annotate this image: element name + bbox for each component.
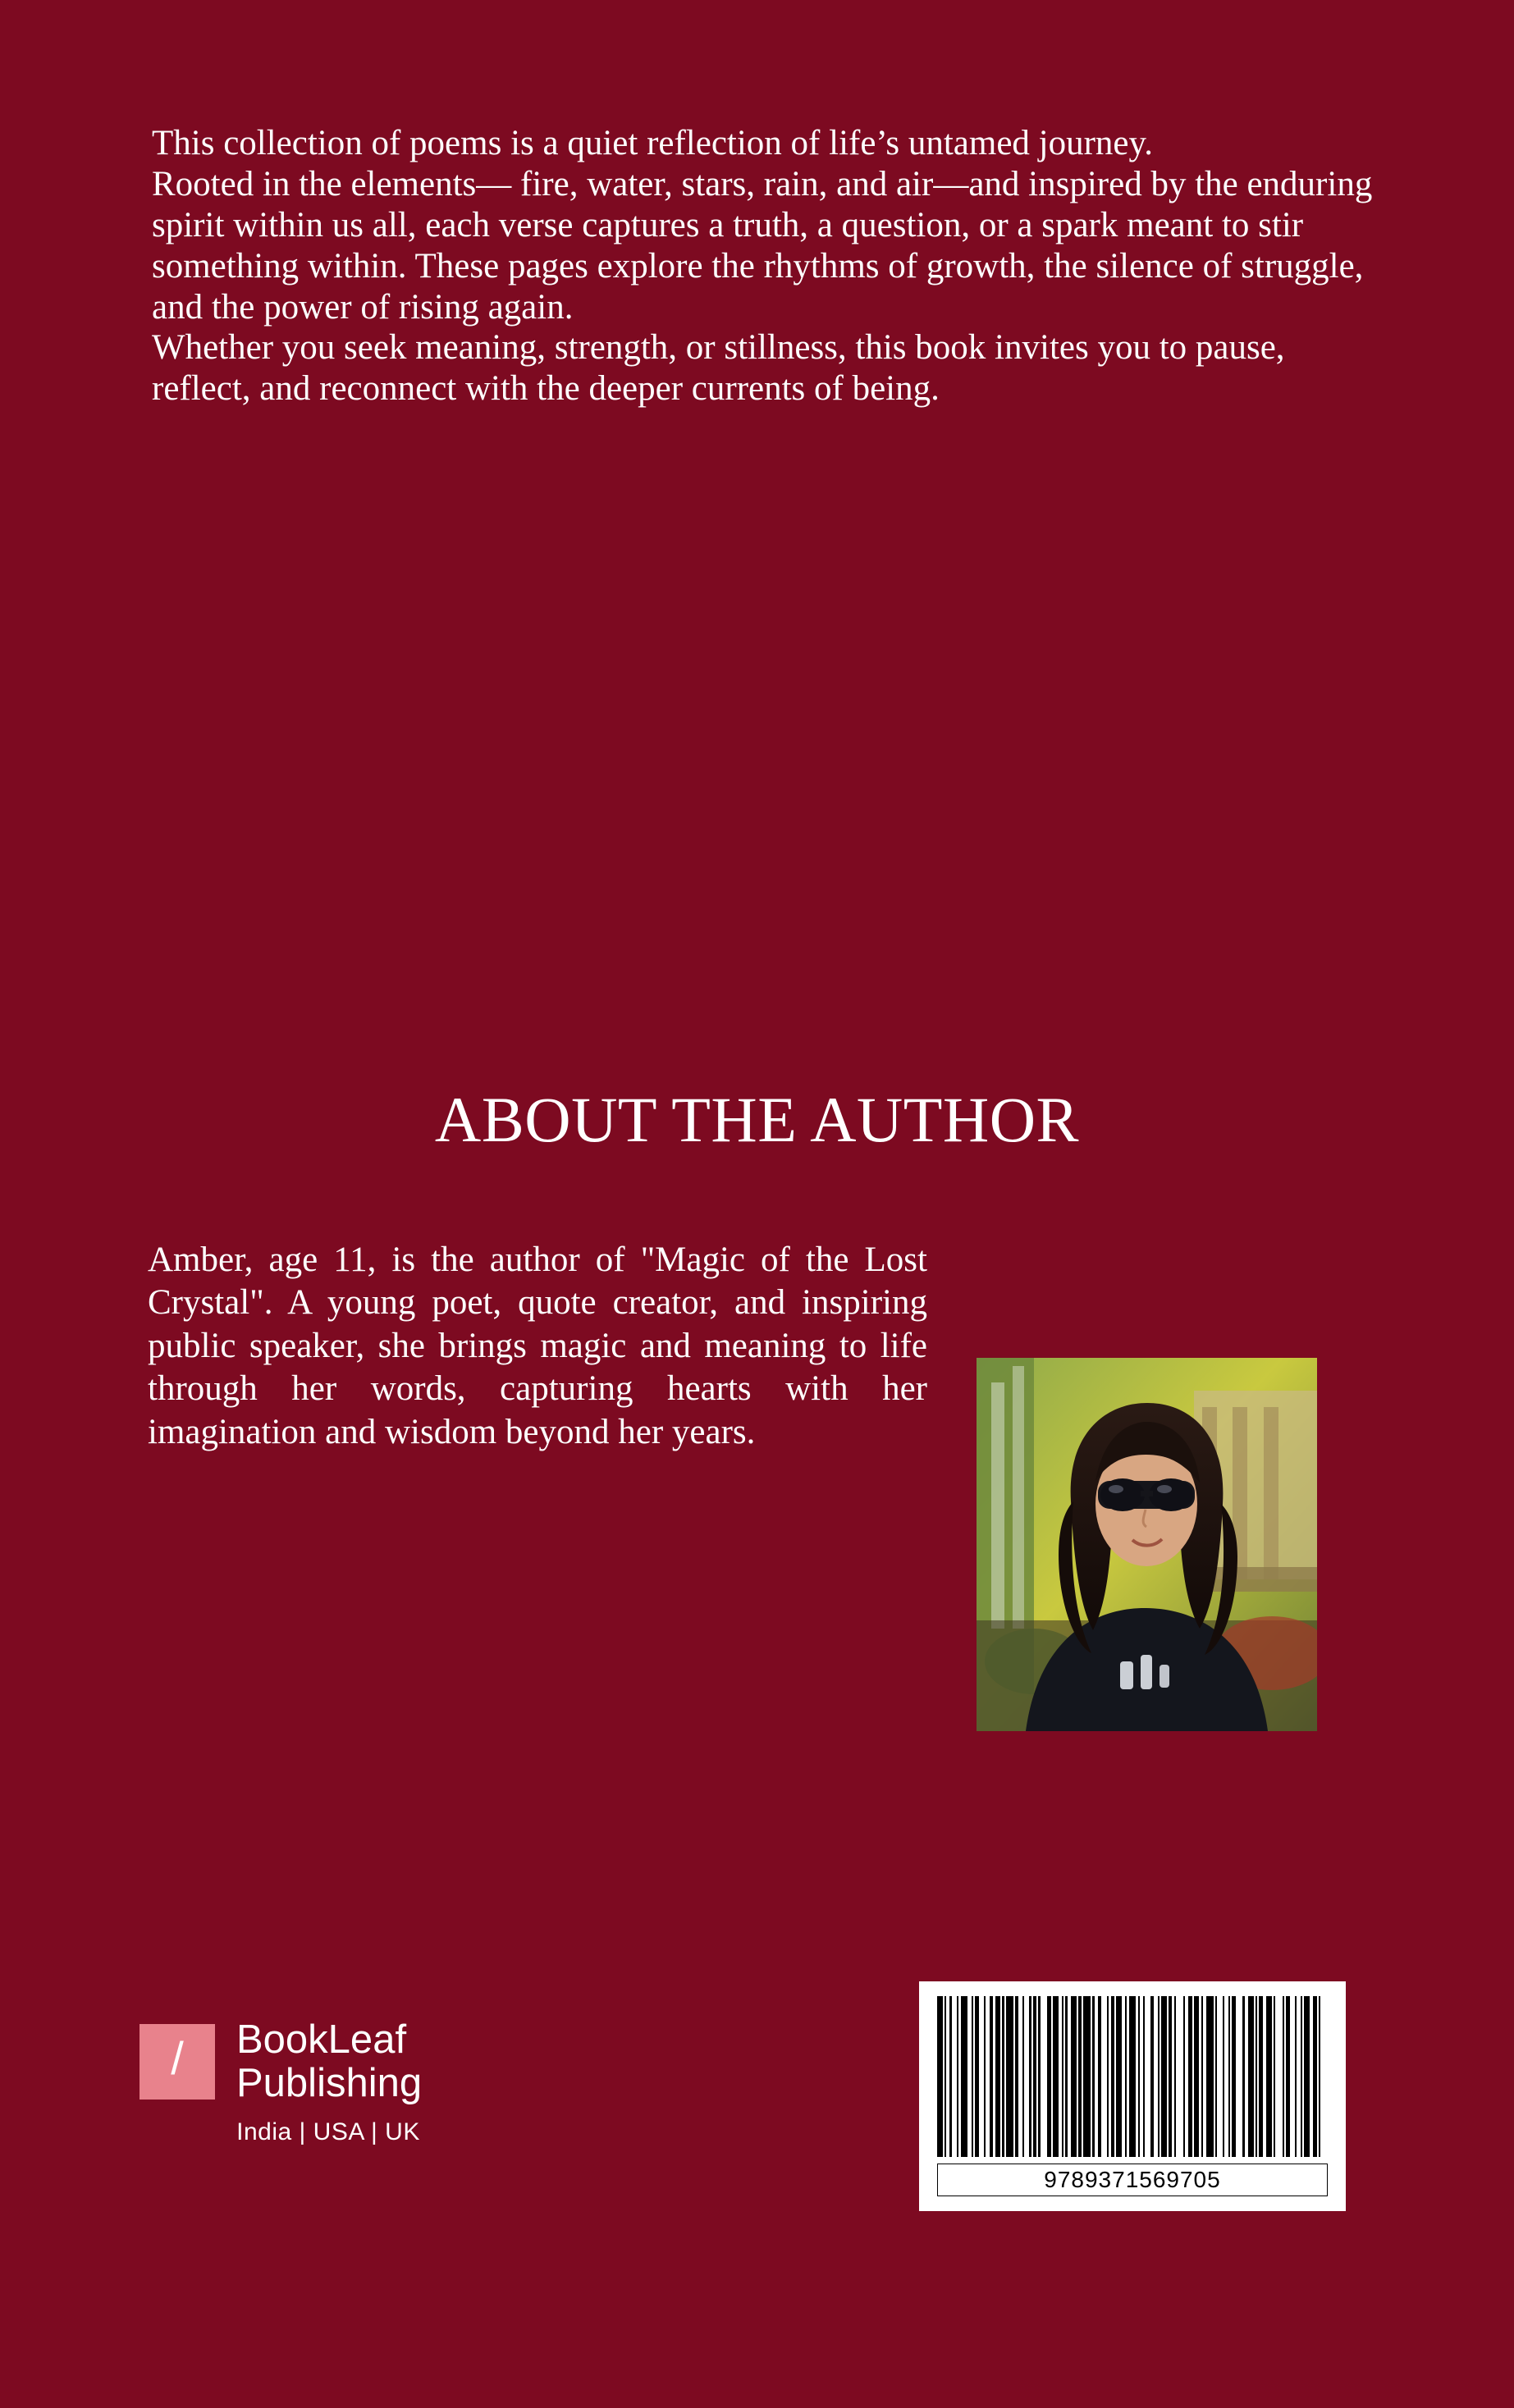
publisher-name-line1: BookLeaf [236,2017,407,2062]
book-blurb [152,123,1374,409]
about-the-author-heading: ABOUT THE AUTHOR [434,1084,1080,1155]
blurb-paragraph-1: This collection of poems is a quiet reflection of life’s untamed journey. [152,124,1153,162]
publisher-name [236,2018,422,2105]
publisher-name-line2: Publishing [236,2060,423,2105]
publisher-logo-row [140,2018,566,2105]
publisher-regions: India | USA | UK [236,2118,420,2145]
author-photo [977,1358,1317,1731]
blurb-paragraph-2: Rooted in the elements— fire, water, stars, rain, and air—and inspired by the enduring spirit within us all, each verse captures a truth, a question, or a spark meant to stir something within. These pages explore the rhythms of growth, the silence of struggle, and the power of rising again. [152,164,1373,327]
isbn-number: 9789371569705 [1044,2167,1221,2192]
blurb-paragraph-3: Whether you seek meaning, strength, or stillness, this book invites you to pause, reflect, and reconnect with the deeper currents of being. [152,328,1285,409]
isbn-box [937,2164,1328,2196]
bookleaf-slash-glyph: / [171,2031,184,2084]
about-the-author-text: Amber, age 11, is the author of "Magic of the Lost Crystal". A young poet, quote creator, and inspiring public speaker, she brings magic and meaning to life through her words, capturing hearts with her imagination and wisdom beyond her years. [148,1241,927,1451]
barcode-bars [937,1996,1328,2157]
barcode [919,1981,1346,2211]
bookleaf-slash-icon [140,2024,215,2100]
author-portrait-image [977,1358,1317,1731]
publisher-logo [140,2018,566,2146]
